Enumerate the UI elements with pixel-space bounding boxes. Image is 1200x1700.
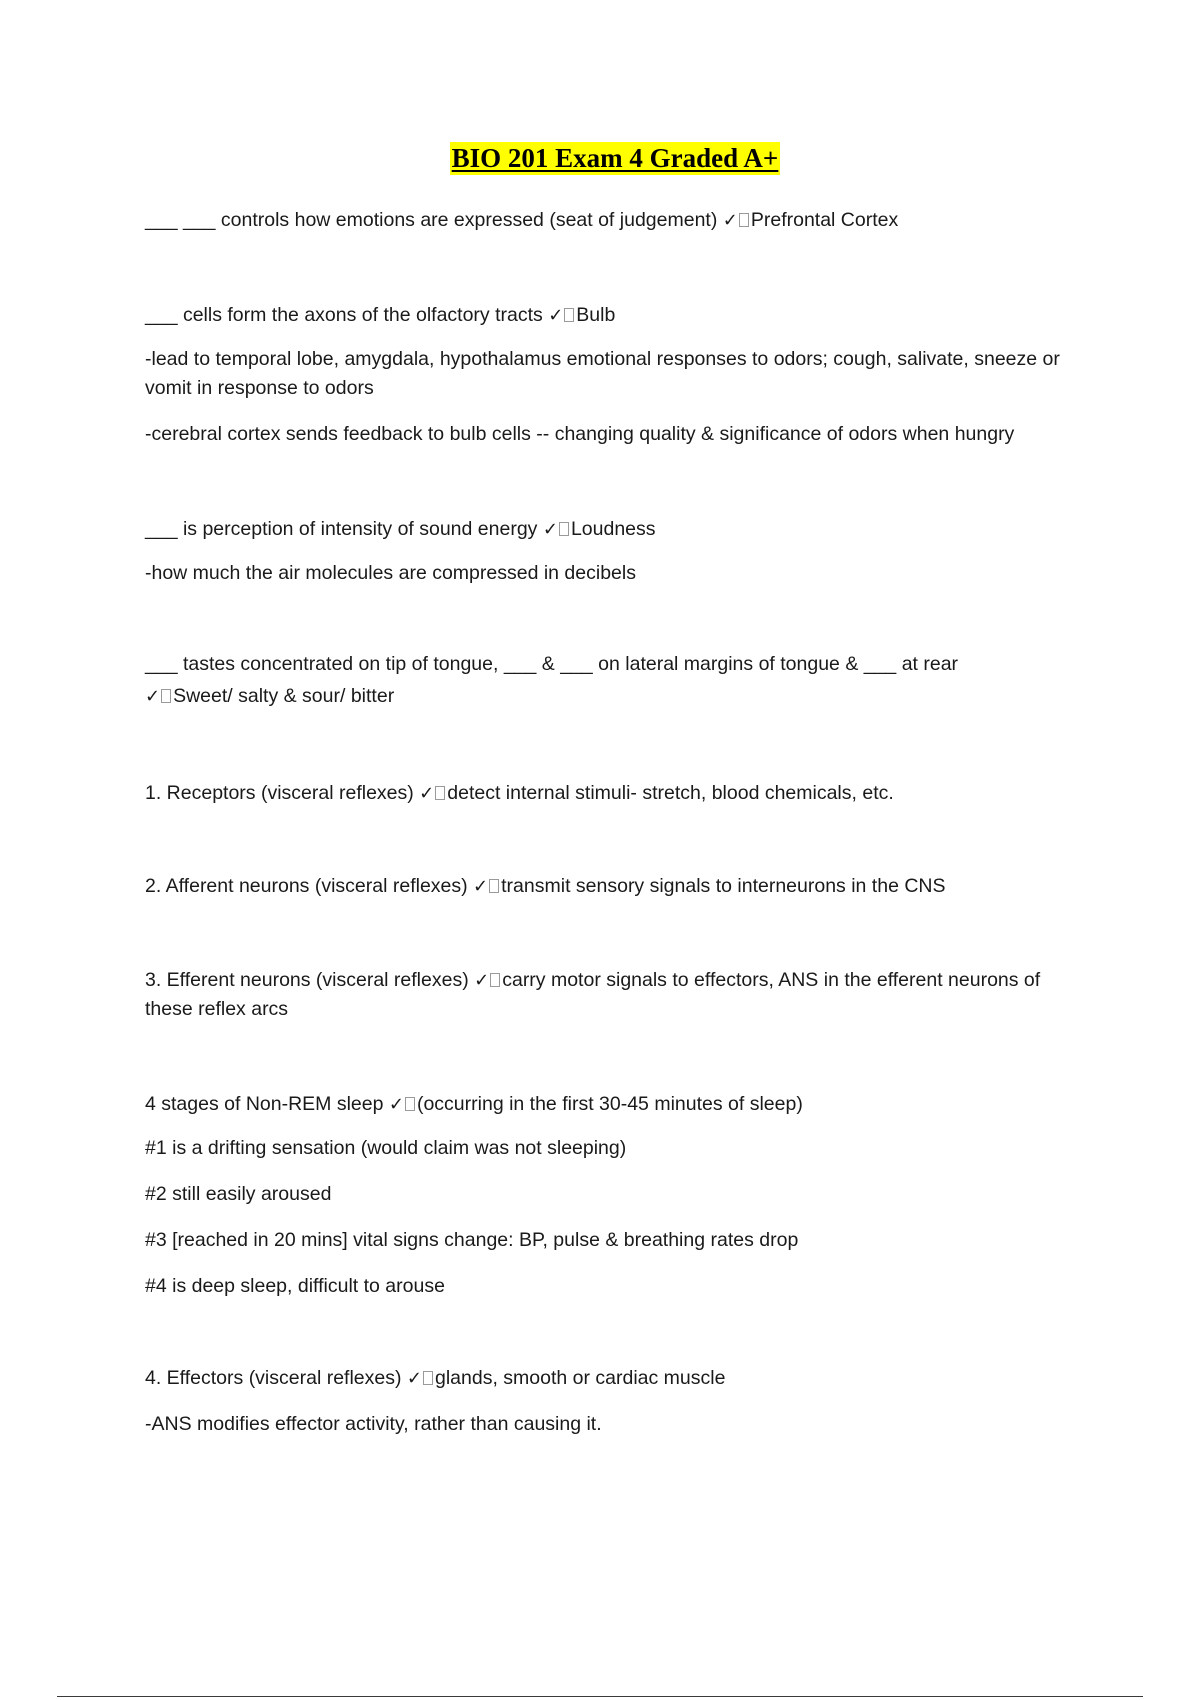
check-icon: ✓ — [388, 1094, 404, 1115]
title-container — [0, 142, 1200, 175]
note-text: #2 still easily aroused — [145, 1183, 332, 1205]
check-icon: ✓ — [722, 210, 738, 231]
check-icon: ✓ — [145, 686, 161, 707]
note-text: -lead to temporal lobe, amygdala, hypothalamus emotional responses to odors; cough, salivate, sneeze or vomit in response to odors — [145, 348, 1060, 399]
question-text: ___ cells form the axons of the olfactory tracts — [145, 304, 549, 326]
answer-text: carry motor signals to effectors, ANS in the efferent neurons of these reflex arcs — [145, 969, 1041, 1020]
question-text: ___ tastes concentrated on tip of tongue, ___ & ___ on lateral margins of tongue & ___ at rear — [145, 653, 959, 675]
question-text: ___ ___ controls how emotions are expressed (seat of judgement) — [145, 209, 723, 231]
answer-text: Sweet/ salty & sour/ bitter — [173, 685, 395, 707]
box-glyph-icon — [435, 786, 445, 800]
answer-text: Prefrontal Cortex — [750, 209, 899, 231]
question-receptors — [145, 779, 1085, 808]
check-icon: ✓ — [419, 783, 435, 804]
box-glyph-icon — [564, 308, 574, 322]
footer-divider — [57, 1696, 1143, 1697]
check-icon: ✓ — [474, 970, 490, 991]
question-text: 3. Efferent neurons (visceral reflexes) — [145, 969, 475, 991]
note-text: -how much the air molecules are compressed in decibels — [145, 562, 636, 584]
note-decibels — [145, 559, 1085, 588]
check-icon: ✓ — [548, 305, 564, 326]
question-efferent-neurons — [145, 966, 1085, 1024]
question-non-rem-sleep — [145, 1090, 1085, 1119]
note-olfactory-pathway — [145, 345, 1085, 403]
question-prefrontal-cortex — [145, 206, 1085, 235]
note-sleep-stage-2 — [145, 1180, 1085, 1209]
question-text: 2. Afferent neurons (visceral reflexes) — [145, 875, 474, 897]
note-sleep-stage-4 — [145, 1272, 1085, 1301]
note-sleep-stage-1 — [145, 1134, 1085, 1163]
question-bulb — [145, 301, 1085, 330]
check-icon: ✓ — [542, 519, 558, 540]
answer-text: Loudness — [570, 518, 656, 540]
answer-tastes — [145, 682, 1085, 711]
question-text: 4 stages of Non-REM sleep — [145, 1093, 389, 1115]
box-glyph-icon — [490, 973, 500, 987]
box-glyph-icon — [489, 879, 499, 893]
question-text: 1. Receptors (visceral reflexes) — [145, 782, 420, 804]
note-sleep-stage-3 — [145, 1226, 1085, 1255]
note-text: #4 is deep sleep, difficult to arouse — [145, 1275, 445, 1297]
answer-text: transmit sensory signals to interneurons in the CNS — [501, 875, 946, 897]
question-text: 4. Effectors (visceral reflexes) — [145, 1367, 407, 1389]
box-glyph-icon — [559, 522, 569, 536]
note-cortex-feedback — [145, 420, 1085, 449]
note-text: #1 is a drifting sensation (would claim was not sleeping) — [145, 1137, 627, 1159]
check-icon: ✓ — [473, 876, 489, 897]
check-icon: ✓ — [406, 1368, 422, 1389]
answer-text: Bulb — [576, 304, 616, 326]
document-title: BIO 201 Exam 4 Graded A+ — [451, 143, 779, 173]
question-loudness — [145, 515, 1085, 544]
note-text: #3 [reached in 20 mins] vital signs change: BP, pulse & breathing rates drop — [145, 1229, 799, 1251]
question-text: ___ is perception of intensity of sound energy — [145, 518, 543, 540]
note-text: -ANS modifies effector activity, rather than causing it. — [145, 1413, 602, 1435]
answer-text: (occurring in the first 30-45 minutes of sleep) — [416, 1093, 803, 1115]
question-tastes — [145, 650, 1085, 679]
box-glyph-icon — [161, 689, 171, 703]
note-text: -cerebral cortex sends feedback to bulb cells -- changing quality & significance of odors when hungry — [145, 423, 1015, 445]
question-afferent-neurons — [145, 872, 1085, 901]
question-effectors — [145, 1364, 1085, 1393]
answer-text: glands, smooth or cardiac muscle — [434, 1367, 726, 1389]
answer-text: detect internal stimuli- stretch, blood chemicals, etc. — [447, 782, 894, 804]
box-glyph-icon — [739, 213, 749, 227]
box-glyph-icon — [423, 1371, 433, 1385]
note-ans-modifies — [145, 1410, 1085, 1439]
box-glyph-icon — [405, 1097, 415, 1111]
